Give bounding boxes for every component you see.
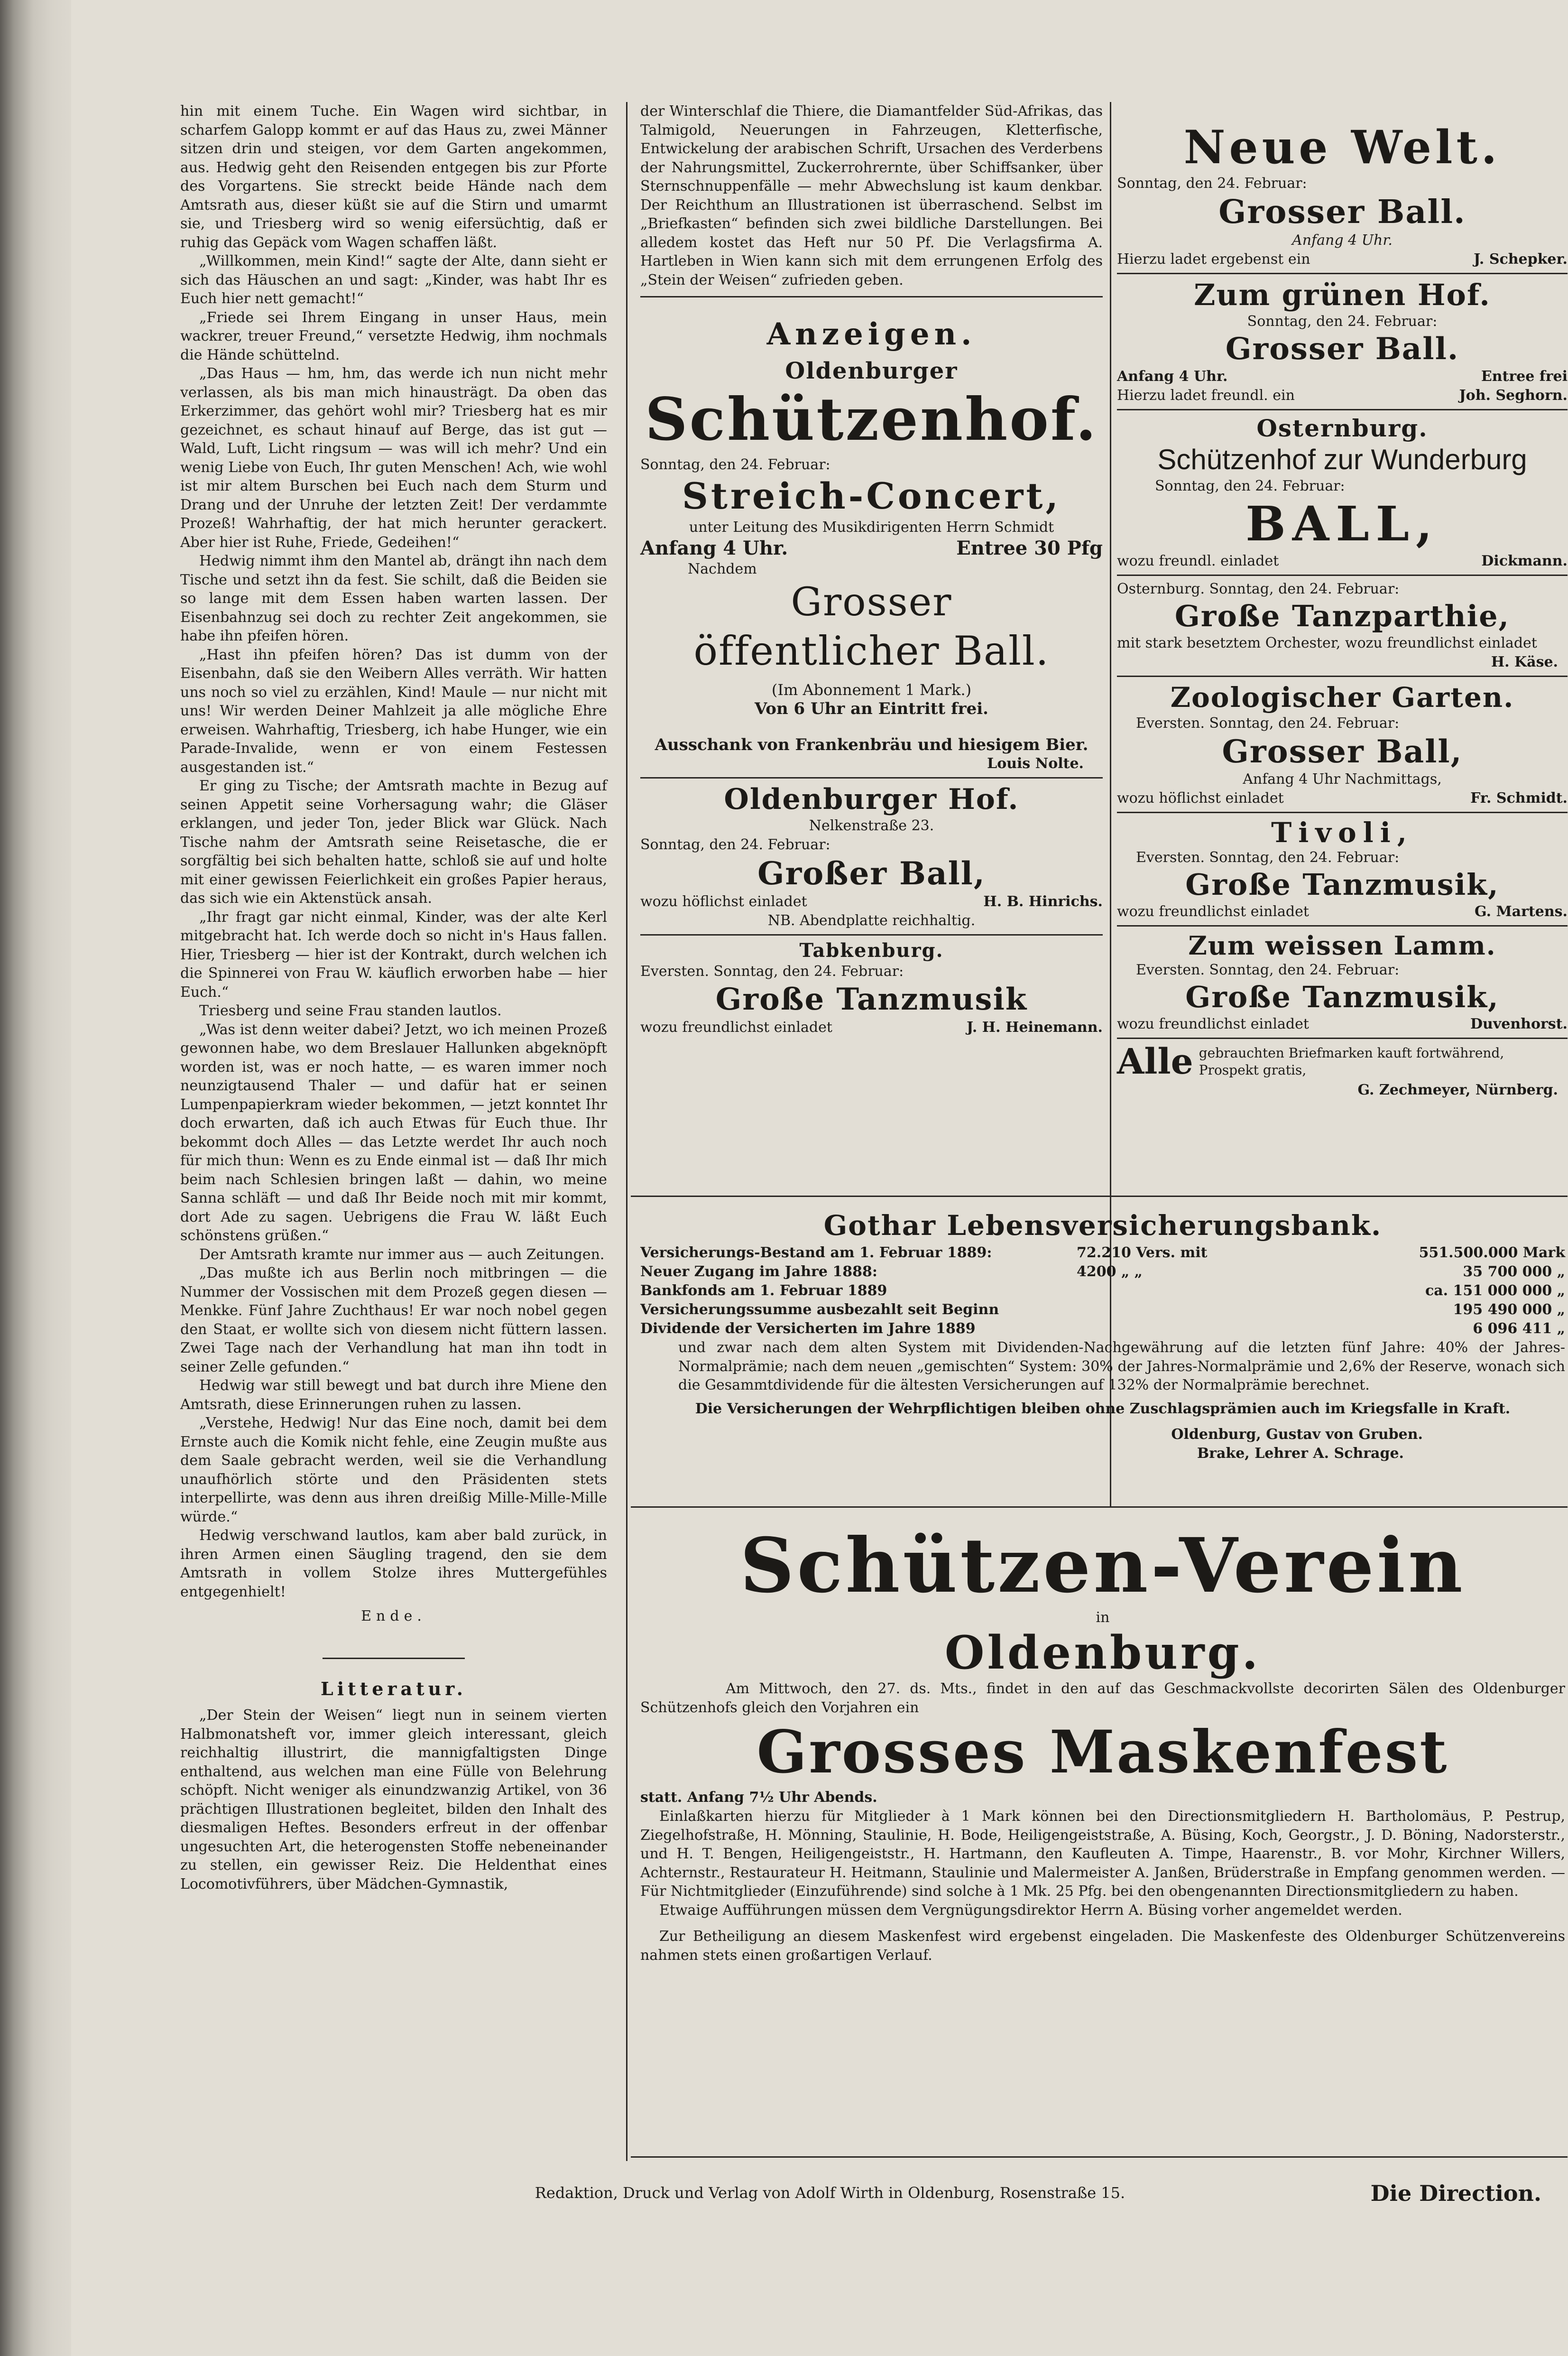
schuetzenhof-event: Streich-Concert, xyxy=(682,475,1061,517)
schuetzenhof-grosser: Grosser xyxy=(791,580,952,625)
gruener-hof-event: Grosser Ball. xyxy=(1225,331,1459,367)
lamm-invite: wozu freundlichst einladet xyxy=(1117,1016,1309,1032)
bank-row-value: 195 490 000 „ xyxy=(1453,1301,1565,1318)
story-paragraph: „Ihr fragt gar nicht einmal, Kinder, was der alte Kerl mitgebracht hat. Ich werde doch so nicht in's Haus fallen. Hier, Triesberg — hier ist der Kontrakt, durch welchen ich die Spinnerei von Frau W. käuflich erworben habe — hier Euch.“ xyxy=(180,909,607,1001)
tabkenburg-event: Große Tanzmusik xyxy=(715,982,1028,1017)
osternburg-signer: Dickmann. xyxy=(1481,553,1568,569)
schuetzenhof-date: Sonntag, den 24. Februar: xyxy=(640,456,830,473)
bank-section xyxy=(640,1207,1565,1463)
oldenburger-hof-signer: H. B. Hinrichs. xyxy=(983,893,1103,910)
ads-column-middle xyxy=(640,102,1103,1037)
osternburg-date: Sonntag, den 24. Februar: xyxy=(1155,478,1345,494)
tivoli-event: Große Tanzmusik, xyxy=(1185,867,1499,902)
ad-divider xyxy=(1117,676,1568,677)
lamm-name: Zum weissen Lamm. xyxy=(1188,930,1496,961)
story-paragraph: „Verstehe, Hedwig! Nur das Eine noch, damit bei dem Ernste auch die Komik nicht fehle, eine Zeugin mußte aus dem Saale gebracht werden, weil sie die Verhandlung unaufhörlich störte und den Präsidenten stets interpellirte, was denn aus ihren dreißig Mille-Mille-Mille würde.“ xyxy=(180,1415,607,1525)
verein-top-rule xyxy=(631,1506,1568,1508)
ad-divider xyxy=(1117,812,1568,813)
bank-wehrpflicht-note: Die Versicherungen der Wehrpflichtigen bleiben ohne Zuschlagsprämien auch im Kriegsfalle in Kraft. xyxy=(695,1400,1511,1417)
ad-divider xyxy=(1117,575,1568,576)
column-rule-left xyxy=(626,102,627,2161)
schuetzenhof-frei: Von 6 Uhr an Eintritt frei. xyxy=(755,699,988,718)
story-paragraph: Der Amtsrath kramte nur immer aus — auch Zeitungen. xyxy=(199,1246,605,1263)
ads-column-right xyxy=(1117,121,1568,1100)
gruener-hof-invite: Hierzu ladet freundl. ein xyxy=(1117,387,1295,404)
neue-welt-name: Neue Welt. xyxy=(1183,121,1501,174)
bank-row-mid xyxy=(1077,1319,1276,1338)
bank-row-value: 6 096 411 „ xyxy=(1473,1320,1565,1337)
tabkenburg-name: Tabkenburg. xyxy=(799,939,944,962)
verein-in: in xyxy=(1096,1609,1110,1626)
litteratur-text xyxy=(180,1706,607,1893)
gruener-hof-anfang-row xyxy=(1117,367,1568,386)
bank-row-value: 35 700 000 „ xyxy=(1463,1263,1565,1280)
verein-city: Oldenburg. xyxy=(944,1626,1261,1679)
schuetzenhof-nachdem: Nachdem xyxy=(688,561,757,577)
bank-row xyxy=(640,1319,1565,1338)
schuetzenhof-signer: Louis Nolte. xyxy=(987,755,1084,772)
story-column xyxy=(180,102,607,1893)
neue-welt-signer: J. Schepker. xyxy=(1474,251,1568,268)
bank-row-label: Bankfonds am 1. Februar 1889 xyxy=(640,1282,887,1299)
verein-note: Etwaige Aufführungen müssen dem Vergnügungsdirektor Herrn A. Büsing vorher angemeldet werden. xyxy=(659,1901,1402,1919)
lamm-date: Eversten. Sonntag, den 24. Februar: xyxy=(1136,962,1400,978)
tabkenburg-invite-row xyxy=(640,1018,1103,1037)
tabkenburg-invite: wozu freundlichst einladet xyxy=(640,1019,832,1036)
briefmarken-text: gebrauchten Briefmarken kauft fortwährend, Prospekt gratis, xyxy=(1199,1045,1504,1078)
bank-row-mid xyxy=(1077,1281,1276,1300)
gruener-hof-name: Zum grünen Hof. xyxy=(1194,278,1491,312)
story-paragraph: Er ging zu Tische; der Amtsrath machte in Bezug auf seinen Appetit seine Vorhersagung wahr; die Gläser erklangen, und jeder Ton, jeder Blick war Glück. Nach Tische nahm der Amtsrath seine Reisetasche, die er sorgfältig bei sich behalten hatte, schloß sie auf und holte mit einer gewissen Feierlichkeit ein großes Papier heraus, das sich wie ein Aktenstück ansah. xyxy=(180,778,607,907)
tanzparthie-event: Große Tanzparthie, xyxy=(1174,599,1510,633)
story-paragraph: „Das mußte ich aus Berlin noch mitbringen — die Nummer der Vossischen mit dem Prozeß gegen diesen — Menkke. Fünf Jahre Zuchthaus! Er war noch nobel gegen den Staat, er wollte sich von diesem nicht füttern lassen. Zwei Tage nach der Verhandlung hat man ihn todt in seiner Zelle gefunden.“ xyxy=(180,1265,607,1375)
story-paragraph: Triesberg und seine Frau standen lautlos. xyxy=(199,1002,502,1019)
bank-row-value: 551.500.000 Mark xyxy=(1419,1244,1565,1261)
bank-row-label: Neuer Zugang im Jahre 1888: xyxy=(640,1263,877,1280)
story-paragraph: Hedwig verschwand lautlos, kam aber bald zurück, in ihren Armen einen Säugling tragend, den sie dem Amtsrath in vollem Stolze ihres Muttergefühles entgegenhielt! xyxy=(180,1527,607,1600)
ad-divider xyxy=(640,777,1103,779)
bottom-rule xyxy=(631,2156,1568,2158)
story-paragraph: Hedwig war still bewegt und bat durch ihre Miene den Amtsrath, diese Erinnerungen ruhen zu lassen. xyxy=(180,1377,607,1413)
oldenburger-hof-event: Großer Ball, xyxy=(757,855,986,892)
bank-agent-brake: Brake, Lehrer A. Schrage. xyxy=(1197,1445,1404,1462)
story-paragraph: „Friede sei Ihrem Eingang in unser Haus, mein wackrer, treuer Freund,“ versetzte Hedwig, ihm nochmals die Hände schüttelnd. xyxy=(180,309,607,363)
neue-welt-invite: Hierzu ladet ergebenst ein xyxy=(1117,251,1310,268)
bank-agent-oldenburg: Oldenburg, Gustav von Gruben. xyxy=(1171,1426,1423,1443)
story-paragraph: „Was ist denn weiter dabei? Jetzt, wo ich meinen Prozeß gewonnen habe, wo dem Breslauer Hallunken abgeknöpft worden ist, was er noch hatte, — es waren immer noch neunzigtausend Thaler — und dafür hat er seinen Lumpenpapierkram wieder bekommen, — jetzt konntet Ihr doch erwarten, daß ich auch Etwas für Euch thue. Ihr bekommt doch Alles — das Letzte werdet Ihr auch noch für mich thun: Wenn es zu Ende einmal ist — daß Ihr mich beim nach Schlesien bringen laßt — dahin, wo meine Sanna schläft — und daß Ihr Beide noch mit mir kommt, dort Ade zu sagen. Uebrigens die Frau W. läßt Euch schönstens grüßen.“ xyxy=(180,1021,607,1244)
osternburg-sub: Schützenhof zur Wunderburg xyxy=(1157,444,1527,475)
tivoli-signer: G. Martens. xyxy=(1475,903,1568,920)
anzeigen-heading: Anzeigen. xyxy=(766,316,977,352)
schuetzenhof-leitung: unter Leitung des Musikdirigenten Herrn Schmidt xyxy=(689,519,1054,536)
story-text xyxy=(180,102,607,1601)
briefmarken-signer: G. Zechmeyer, Nürnberg. xyxy=(1357,1082,1558,1098)
story-paragraph: „Willkommen, mein Kind!“ sagte der Alte, dann sieht er sich das Häuschen an und sagt: „Kinder, was habt Ihr es Euch hier nett gemacht!“ xyxy=(180,253,607,307)
briefmarken-big-word: Alle xyxy=(1117,1041,1193,1082)
gruener-hof-entree: Entree frei xyxy=(1481,368,1568,385)
tanzparthie-date: Osternburg. Sonntag, den 24. Februar: xyxy=(1117,581,1400,597)
oldenburger-hof-nb: NB. Abendplatte reichhaltig. xyxy=(767,912,976,929)
verein-time: statt. Anfang 7½ Uhr Abends. xyxy=(640,1789,877,1806)
bank-row xyxy=(640,1243,1565,1262)
gruener-hof-anfang: Anfang 4 Uhr. xyxy=(1117,368,1228,385)
ad-divider xyxy=(1117,409,1568,410)
verein-signer: Die Direction. xyxy=(1370,2180,1541,2206)
gruener-hof-date: Sonntag, den 24. Februar: xyxy=(1247,313,1438,330)
litteratur-paragraph: „Der Stein der Weisen“ liegt nun in seinem vierten Halbmonatsheft vor, immer gleich interessant, gleich reichhaltig illustrirt, die mannigfaltigsten Dinge enthaltend, aus welchen man eine Fülle von Belehrung schöpft. Nicht weniger als einundzwanzig Artikel, von 36 prächtigen Illustrationen begleitet, bilden den Inhalt des diesmaligen Heftes. Besonders erfreut in der offenbar ungesuchten Art, die heterogensten Stoffe nebeneinander zu stellen, ein gewisser Reiz. Die Heldenthat eines Locomotivführers, über Mädchen-Gymnastik, xyxy=(180,1707,607,1892)
lamm-signer: Duvenhorst. xyxy=(1470,1016,1568,1032)
neue-welt-date: Sonntag, den 24. Februar: xyxy=(1117,175,1307,192)
schuetzenhof-anfang: Anfang 4 Uhr. xyxy=(640,537,788,559)
verein-intro: Am Mittwoch, den 27. ds. Mts., findet in den auf das Geschmackvollste decorirten Sälen des Oldenburger Schützenhofs gleich den Vorjahren ein xyxy=(640,1680,1565,1716)
zoo-name: Zoologischer Garten. xyxy=(1170,681,1514,714)
bank-row xyxy=(640,1281,1565,1300)
bank-top-rule xyxy=(631,1196,1568,1197)
ad-divider xyxy=(1117,925,1568,927)
oldenburger-hof-date: Sonntag, den 24. Februar: xyxy=(640,836,830,853)
bank-heading: Gothar Lebensversicherungsbank. xyxy=(823,1209,1382,1242)
section-divider xyxy=(640,296,1103,297)
story-paragraph: „Das Haus — hm, hm, das werde ich nun nicht mehr verlassen, als bis man mich hinausträgt. Da oben das Erkerzimmer, das gehört wohl mir? Triesberg hat es mir gezeichnet, es schaut hinauf auf Berge, das ist gut — Wald, Luft, Licht ringsum — was will ich mehr? Und ein wenig Liebe von Euch, Ihr guten Menschen! Ach, wie wohl ist mir altem Burschen bei Euch nach dem Sturm und Drang und der Unruhe der letzten Zeit! Der verdammte Prozeß! Wahrhaftig, der hat mich herunter gerackert. Aber hier ist Ruhe, Friede, Gedeihen!“ xyxy=(180,365,607,551)
ad-divider xyxy=(1117,273,1568,274)
story-paragraph: hin mit einem Tuche. Ein Wagen wird sichtbar, in scharfem Galopp kommt er auf das Haus zu, zwei Männer sitzen drin und steigen, vor dem Garten angekommen, aus. Hedwig geht den Reisenden entgegen bis zur Pforte des Vorgartens. Sie streckt beide Hände nach dem Amtsrath aus, dieser küßt sie auf die Stirn und umarmt sie, und Triesberg wird so wenig eifersüchtig, daß er ruhig das Gepäck vom Wagen schaffen läßt. xyxy=(180,103,607,251)
schuetzenhof-name: Schützenhof. xyxy=(645,385,1098,454)
neue-welt-event: Grosser Ball. xyxy=(1218,193,1466,231)
bank-row-value: ca. 151 000 000 „ xyxy=(1425,1282,1565,1299)
bank-row-mid: 72.210 Vers. mit xyxy=(1077,1244,1208,1261)
bank-row-label: Versicherungs-Bestand am 1. Februar 1889: xyxy=(640,1244,992,1261)
book-spine-edge xyxy=(0,0,71,2356)
bank-row-mid: 4200 „ „ xyxy=(1077,1263,1143,1280)
bank-row xyxy=(640,1300,1565,1319)
zoo-invite: wozu höflichst einladet xyxy=(1117,790,1284,807)
briefmarken-ad xyxy=(1117,1043,1568,1081)
schuetzenhof-anfang-row xyxy=(640,537,1103,560)
verein-event: Grosses Maskenfest xyxy=(756,1718,1449,1787)
bank-row-mid xyxy=(1077,1300,1276,1319)
schuetzenhof-ball: öffentlicher Ball. xyxy=(693,628,1050,674)
verein-invite: Zur Betheiligung an diesem Maskenfest wird ergebenst eingeladen. Die Maskenfeste des Oldenburger Schützenvereins nahmen stets einen großartigen Verlauf. xyxy=(640,1928,1565,1964)
tabkenburg-date: Eversten. Sonntag, den 24. Februar: xyxy=(640,963,904,980)
bank-note: und zwar nach dem alten System mit Dividenden-Nachgewährung auf die letzten fünf Jahre: 40% der Jahres-Normalprämie; nach dem neuen „gemischten“ System: 30% der Jahres-Normalprämie und 2,6% der Reserve, wonach sich die Gesammtdividende für die ältesten Versicherungen auf 132% der Normalprämie berechnet. xyxy=(678,1339,1565,1393)
litteratur-heading: Litteratur. xyxy=(320,1678,467,1699)
zoo-event: Grosser Ball, xyxy=(1222,733,1463,770)
tivoli-name: Tivoli, xyxy=(1271,816,1413,849)
neue-welt-invite-row xyxy=(1117,250,1568,269)
section-divider xyxy=(323,1658,465,1659)
zoo-anfang: Anfang 4 Uhr Nachmittags, xyxy=(1243,771,1442,788)
schuetzenhof-ausschank: Ausschank von Frankenbräu und hiesigem Bier. xyxy=(655,735,1088,754)
schuetzenhof-pre: Oldenburger xyxy=(785,358,958,384)
oldenburger-hof-name: Oldenburger Hof. xyxy=(724,783,1019,816)
zoo-signer: Fr. Schmidt. xyxy=(1470,790,1568,807)
lamm-invite-row xyxy=(1117,1015,1568,1034)
tabkenburg-signer: J. H. Heinemann. xyxy=(967,1019,1103,1036)
gruener-hof-signer: Joh. Seghorn. xyxy=(1459,387,1568,404)
oldenburger-hof-street: Nelkenstraße 23. xyxy=(809,817,934,834)
story-paragraph: „Hast ihn pfeifen hören? Das ist dumm von der Eisenbahn, daß sie den Weibern Alles verräth. Wir hatten uns noch so viel zu erzählen, Kind! Maule — nur nicht mit uns! Wir werden Deiner Mahlzeit ja alle mögliche Ehre erweisen. Wahrhaftig, Triesberg, ich habe Hunger, wie ein Parade-Invalide, wenn er von einem Festessen ausgestanden ist.“ xyxy=(180,646,607,776)
osternburg-name: Osternburg. xyxy=(1256,414,1428,442)
osternburg-event: BALL, xyxy=(1245,496,1439,552)
bank-row xyxy=(640,1262,1565,1281)
story-end: Ende. xyxy=(361,1608,426,1624)
zoo-invite-row xyxy=(1117,789,1568,808)
lamm-event: Große Tanzmusik, xyxy=(1185,980,1499,1014)
tivoli-date: Eversten. Sonntag, den 24. Februar: xyxy=(1136,849,1400,866)
tanzparthie-invite: mit stark besetztem Orchester, wozu freundlichst einladet xyxy=(1117,635,1537,651)
schuetzenhof-abonnement: (Im Abonnement 1 Mark.) xyxy=(771,681,972,699)
bank-row-label: Versicherungssumme ausbezahlt seit Beginn xyxy=(640,1301,999,1318)
verein-title: Schützen-Verein xyxy=(740,1522,1466,1610)
osternburg-invite: wozu freundl. einladet xyxy=(1117,553,1279,569)
gruener-hof-invite-row xyxy=(1117,386,1568,405)
footer-imprint: Redaktion, Druck und Verlag von Adolf Wirth in Oldenburg, Rosenstraße 15. xyxy=(535,2184,1125,2202)
oldenburger-hof-invite-row xyxy=(640,892,1103,911)
verein-body: Einlaßkarten hierzu für Mitglieder à 1 Mark können bei den Directionsmitgliedern H. Bartholomäus, P. Pestrup, Ziegelhofstraße, H. Mönning, Staulinie, H. Bode, Heiligengeiststraße, A. Büsing, Koch, Georgstr., J. D. Böning, Nadorsterstr., und H. T. Bengen, Heiligengeiststr., H. Hartmann, den Kaufleuten A. Timpe, Haarenstr., B. vor Mohr, Kirchner Willers, Achternstr., Restaurateur H. Heitmann, Staulinie und Malermeister A. Janßen, Brüderstraße in Empfang genommen werden. — Für Nichtmitglieder (Einzuführende) sind solche à 1 Mk. 25 Pfg. bei den obengenannten Directionsmitgliedern zu haben. xyxy=(640,1808,1565,1900)
verein-section xyxy=(640,1523,1565,1965)
neue-welt-anfang: Anfang 4 Uhr. xyxy=(1292,232,1393,249)
zoo-date: Eversten. Sonntag, den 24. Februar: xyxy=(1136,715,1400,732)
osternburg-invite-row xyxy=(1117,552,1568,571)
tivoli-invite: wozu freundlichst einladet xyxy=(1117,903,1309,920)
tanzparthie-signer: H. Käse. xyxy=(1491,654,1558,670)
oldenburger-hof-invite: wozu höflichst einladet xyxy=(640,893,807,910)
ad-divider xyxy=(1117,1038,1568,1039)
litteratur-continued: der Winterschlaf die Thiere, die Diamantfelder Süd-Afrikas, das Talmigold, Neuerungen in Fahrzeugen, Kletterfische, Entwickelung der arabischen Schrift, Ursachen des Verderbens der Nahrungsmittel, Zuckerrohrernte, über Schiffsanker, über Sternschnuppenfälle — mehr Abwechslung ist kaum denkbar. Der Reichthum an Illustrationen ist überraschend. Selbst im „Briefkasten“ befinden sich zwei bildliche Darstellungen. Bei alledem kostet das Heft nur 50 Pf. Die Verlagsfirma A. Hartleben in Wien kann sich mit dem errungenen Erfolg des „Stein der Weisen“ zufrieden geben. xyxy=(640,103,1103,288)
schuetzenhof-entree: Entree 30 Pfg xyxy=(956,537,1103,559)
tivoli-invite-row xyxy=(1117,902,1568,921)
ad-divider xyxy=(640,934,1103,936)
story-paragraph: Hedwig nimmt ihm den Mantel ab, drängt ihn nach dem Tische und setzt ihn da fest. Sie schilt, daß die Beiden sie so lange mit dem Essen haben warten lassen. Der Eisenbahnzug sei doch zu rechter Zeit angekommen, sie habe ihn pfeifen hören. xyxy=(180,553,607,644)
bank-row-label: Dividende der Versicherten im Jahre 1889 xyxy=(640,1320,976,1337)
